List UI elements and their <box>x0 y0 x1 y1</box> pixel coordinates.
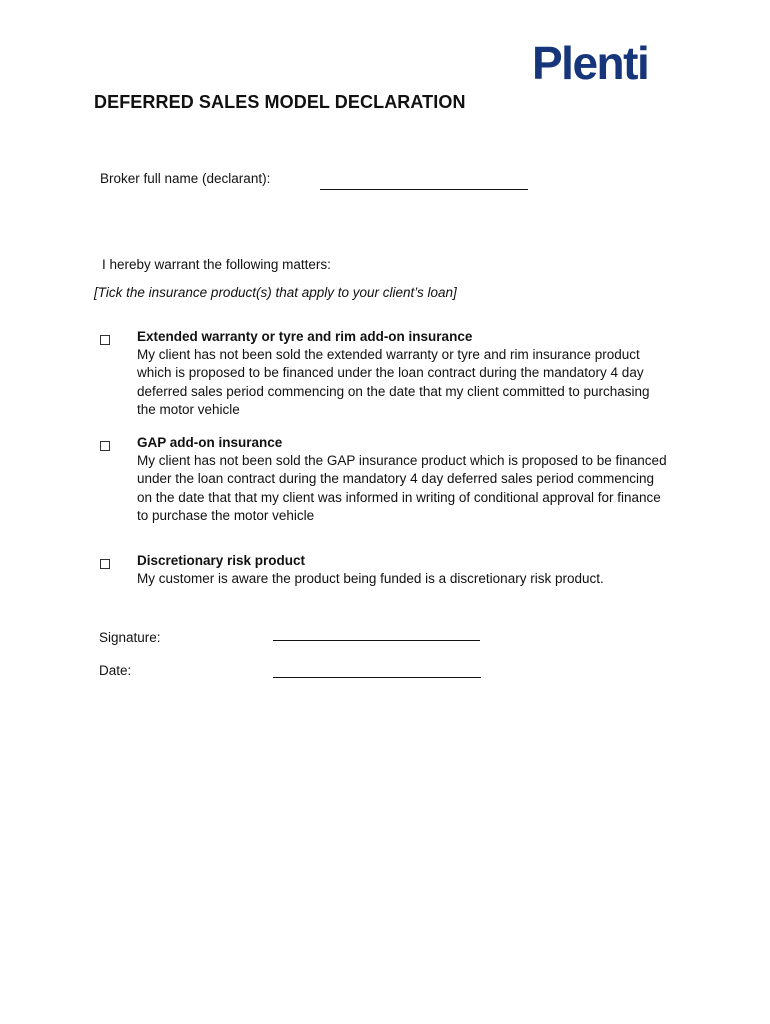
signature-field[interactable] <box>273 640 480 641</box>
declaration-item-body: My client has not been sold the GAP insurance product which is proposed to be financed under the loan contract during the mandatory 4 day deferred sales period commencing on the date that that my client was informed in writing of conditional approval for finance to purchase the motor vehicle <box>137 453 667 523</box>
broker-name-field[interactable] <box>320 189 528 190</box>
declaration-item-title: Extended warranty or tyre and rim add-on insurance <box>137 329 473 344</box>
discretionary-risk-checkbox[interactable] <box>100 559 110 569</box>
plenti-logo: Plenti <box>532 37 649 89</box>
gap-insurance-checkbox[interactable] <box>100 441 110 451</box>
date-label: Date: <box>99 663 132 678</box>
signature-label: Signature: <box>99 630 161 645</box>
date-field[interactable] <box>273 677 481 678</box>
warranty-intro-text: I hereby warrant the following matters: <box>102 257 331 272</box>
document-title: DEFERRED SALES MODEL DECLARATION <box>94 92 466 112</box>
broker-name-label: Broker full name (declarant): <box>100 171 271 186</box>
declaration-item-body: My client has not been sold the extended warranty or tyre and rim insurance product which is proposed to be financed under the loan contract during the mandatory 4 day deferred sales period commencing on the date that my client committed to purchasing the motor vehicle <box>137 347 650 417</box>
declaration-item-title: GAP add-on insurance <box>137 435 283 450</box>
tick-instruction-text: [Tick the insurance product(s) that apply to your client’s loan] <box>94 285 457 300</box>
declaration-item-title: Discretionary risk product <box>137 553 306 568</box>
extended-warranty-checkbox[interactable] <box>100 335 110 345</box>
declaration-item-body: My customer is aware the product being funded is a discretionary risk product. <box>137 571 604 586</box>
